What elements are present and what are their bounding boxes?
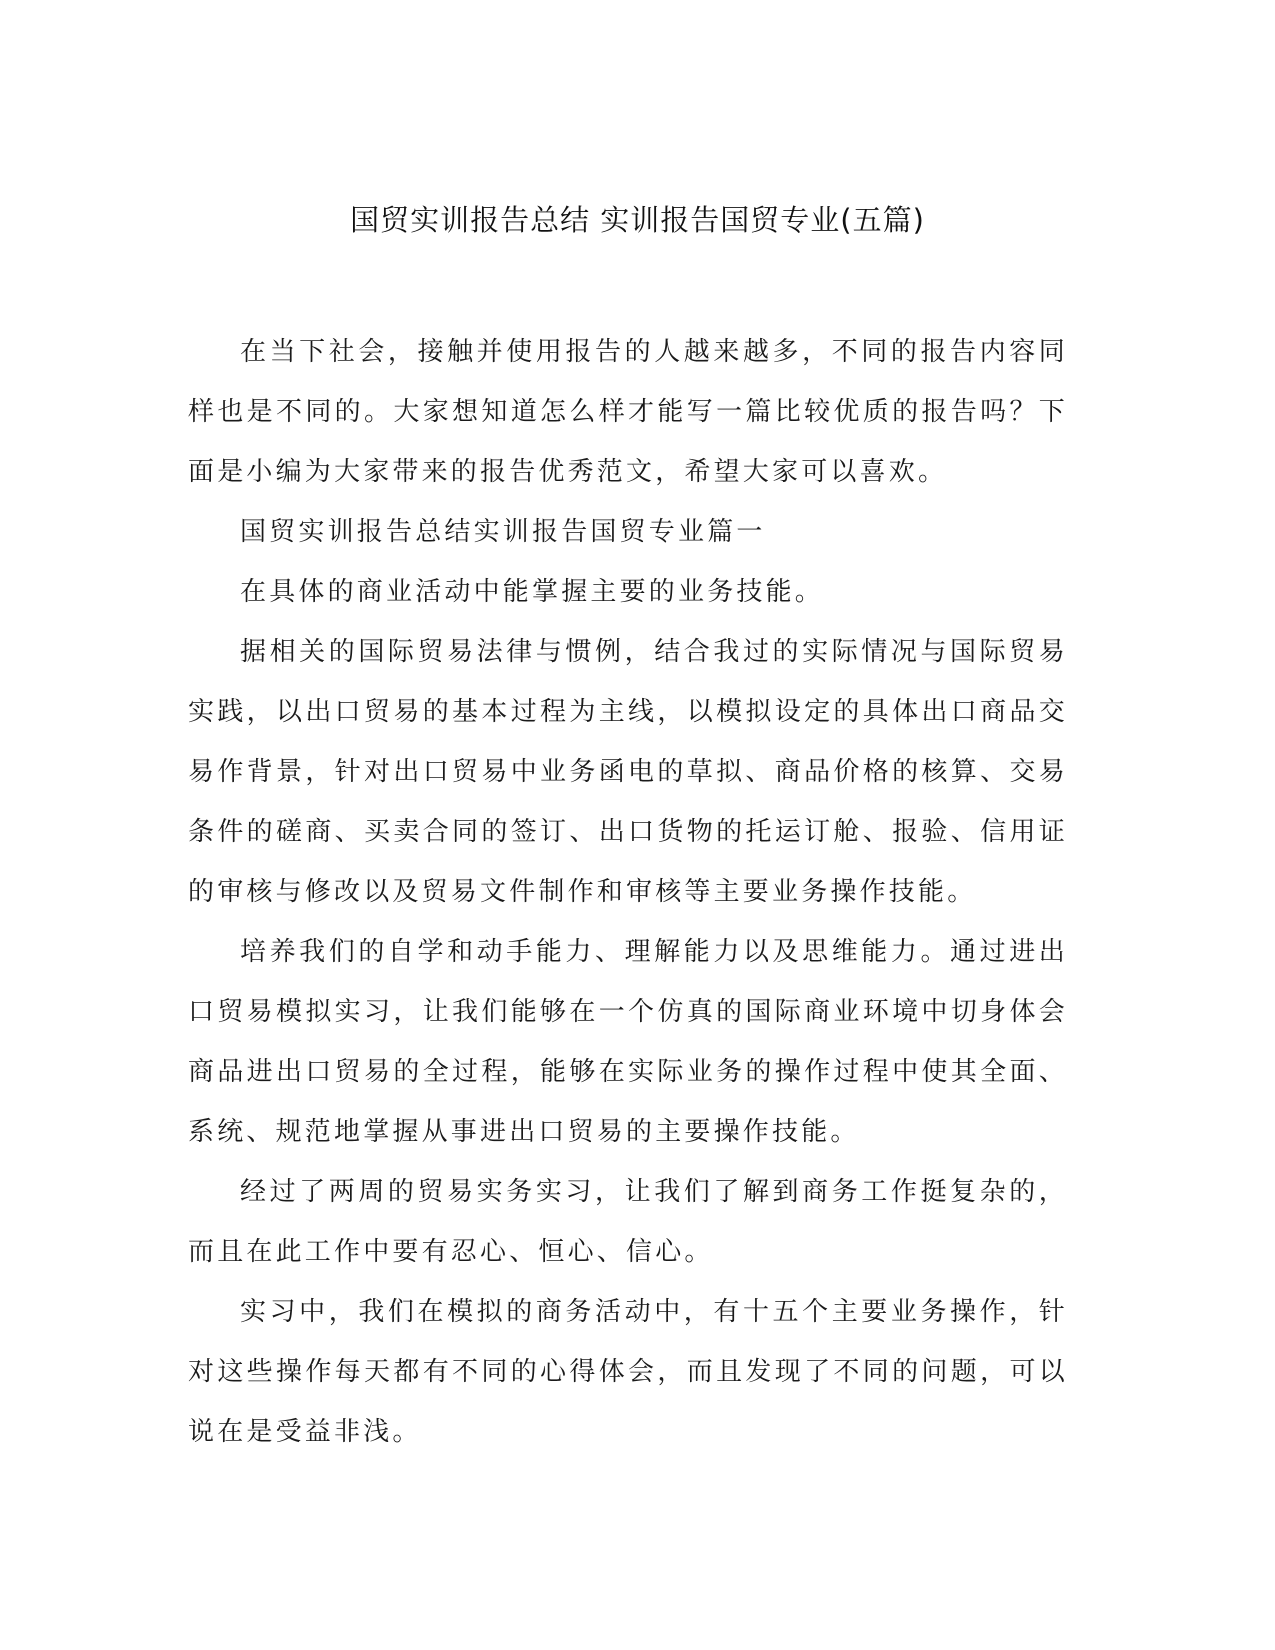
intro-paragraph: 在当下社会，接触并使用报告的人越来越多，不同的报告内容同样也是不同的。大家想知道怎么样才能写一篇比较优质的报告吗？下面是小编为大家带来的报告优秀范文，希望大家可以喜欢。 xyxy=(188,337,1068,487)
body-paragraph: 据相关的国际贸易法律与惯例，结合我过的实际情况与国际贸易实践，以出口贸易的基本过程为主线，以模拟设定的具体出口商品交易作背景，针对出口贸易中业务函电的草拟、商品价格的核算、交易条件的磋商、买卖合同的签订、出口货物的托运订舱、报验、信用证的审核与修改以及贸易文件制作和审核等主要业务操作技能。 xyxy=(188,637,1068,907)
body-paragraph: 培养我们的自学和动手能力、理解能力以及思维能力。通过进出口贸易模拟实习，让我们能够在一个仿真的国际商业环境中切身体会商品进出口贸易的全过程，能够在实际业务的操作过程中使其全面、系统、规范地掌握从事进出口贸易的主要操作技能。 xyxy=(188,937,1068,1147)
document-title: 国贸实训报告总结 实训报告国贸专业(五篇) xyxy=(350,203,925,237)
body-paragraph: 在具体的商业活动中能掌握主要的业务技能。 xyxy=(240,577,825,607)
body-paragraph: 经过了两周的贸易实务实习，让我们了解到商务工作挺复杂的，而且在此工作中要有忍心、恒心、信心。 xyxy=(188,1177,1068,1267)
document-body xyxy=(188,322,1068,1462)
body-paragraph: 实习中，我们在模拟的商务活动中，有十五个主要业务操作，针对这些操作每天都有不同的心得体会，而且发现了不同的问题，可以说在是受益非浅。 xyxy=(188,1297,1068,1447)
section-heading: 国贸实训报告总结实训报告国贸专业篇一 xyxy=(240,517,766,547)
